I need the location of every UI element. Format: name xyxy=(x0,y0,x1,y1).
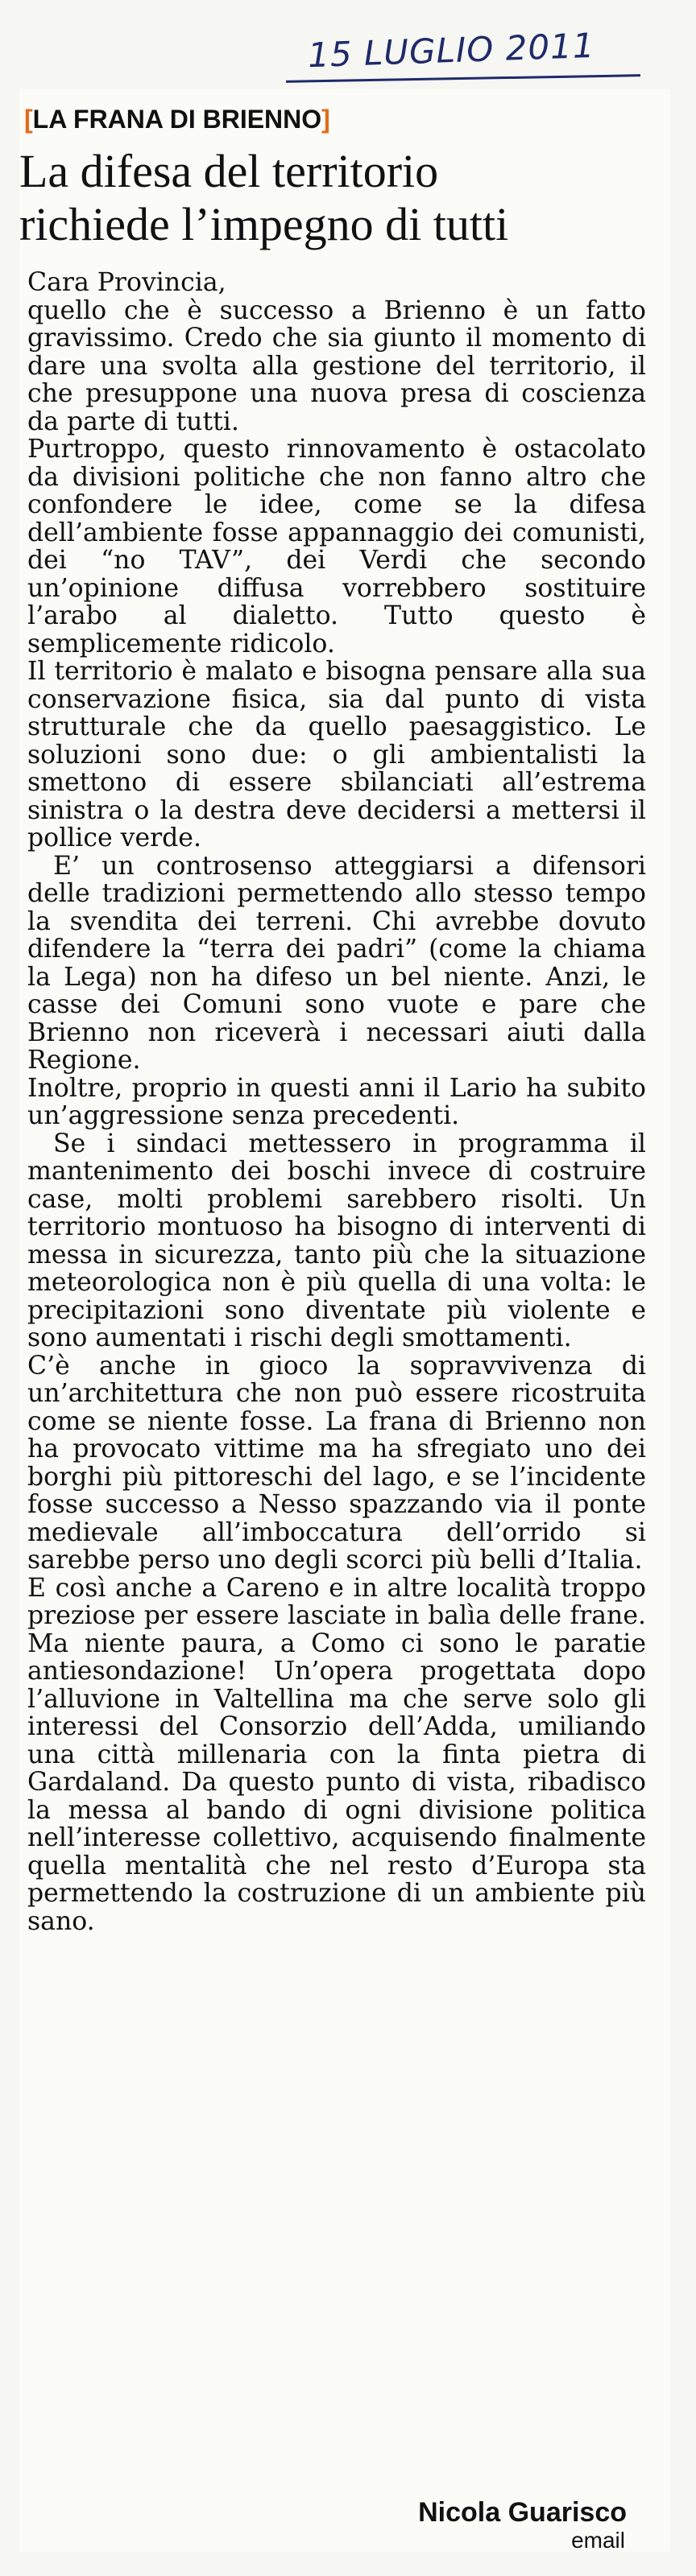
headline xyxy=(19,145,648,251)
handwritten-underline xyxy=(286,74,640,83)
paragraph-6: Se i sindaci mettessero in programma il mantenimento dei boschi invece di costruire case, molti problemi sarebbero risolti. Un territorio montuoso ha bisogno di interventi di messa in sicurezza, tanto più che la situazione meteorologica non è più quella di una volta: le precipitazioni sono diventate più violente e sono aumentati i rischi degli smottamenti. xyxy=(27,1129,646,1352)
kicker-right-bracket: ] xyxy=(321,105,330,134)
paragraph-7: C’è anche in gioco la sopravvivenza di un’architettura che non può essere ricostruita come se niente fosse. La frana di Brienno non ha provocato vittime ma ha sfregiato uno dei borghi più pittoreschi del lago, e se l’incidente fosse successo a Nesso spazzando via il ponte medievale all’imboccatura dell’orrido si sarebbe perso uno degli scorci più belli d’Italia. xyxy=(27,1351,646,1575)
kicker-left-bracket: [ xyxy=(24,105,33,134)
paragraph-3: Il territorio è malato e bisogna pensare alla sua conservazione fisica, sia dal punto di vista strutturale che da quello paesaggistico. Le soluzioni sono due: o gli ambientalisti la smettono di essere sbilanciati all’estrema sinistra o la destra deve decidersi a mettersi il pollice verde. xyxy=(27,657,646,852)
paragraph-5: Inoltre, proprio in questi anni il Lario ha subito un’aggressione senza precedenti. xyxy=(27,1073,646,1130)
author-signature: Nicola Guarisco xyxy=(418,2497,627,2528)
paragraph-2: Purtroppo, questo rinnovamento è ostacolato da divisioni politiche che non fanno altro che confondere le idee, come se la difesa dell’ambiente fosse appannaggio dei comunisti, dei “no TAV”, dei Verdi che secondo un’opinione diffusa vorrebbero sostituire l’arabo al dialetto. Tutto questo è semplicemente ridicolo. xyxy=(27,435,646,658)
salutation: Cara Provincia, xyxy=(27,268,226,297)
signature-source: email xyxy=(571,2528,625,2553)
headline-line-1: La difesa del territorio xyxy=(19,145,439,197)
paragraph-8: E così anche a Careno e in altre località troppo preziose per essere lasciate in balìa delle frane. Ma niente paura, a Como ci sono le paratie antiesondazione! Un’opera progettata dopo l’alluvione in Valtellina ma che serve solo gli interessi del Consorzio dell’Adda, umiliando una città millenaria con la finta pietra di Gardaland. Da questo punto di vista, ribadisco la messa al bando di ogni divisione politica nell’interesse collettivo, acquisendo finalmente quella mentalità che nel resto d’Europa sta permettendo la costruzione di un ambiente più sano. xyxy=(27,1573,646,1936)
section-kicker xyxy=(24,97,636,142)
handwritten-date: 15 LUGLIO 2011 xyxy=(307,25,596,76)
kicker-text: LA FRANA DI BRIENNO xyxy=(32,105,322,134)
paragraph-4: E’ un controsenso atteggiarsi a difensori delle tradizioni permettendo allo stesso tempo la svendita dei terreni. Chi avrebbe dovuto difendere la “terra dei padri” (come la chiama la Lega) non ha difeso un bel niente. Anzi, le casse dei Comuni sono vuote e pare che Brienno non riceverà i necessari aiuti dalla Regione. xyxy=(27,851,646,1075)
article-body xyxy=(27,269,646,1935)
paragraph-1: quello che è successo a Brienno è un fatto gravissimo. Credo che sia giunto il momento di dare una svolta alla gestione del territorio, il che presuppone una nuova presa di coscienza da parte di tutti. xyxy=(27,295,646,436)
headline-line-2: richiede l’impegno di tutti xyxy=(19,198,509,250)
